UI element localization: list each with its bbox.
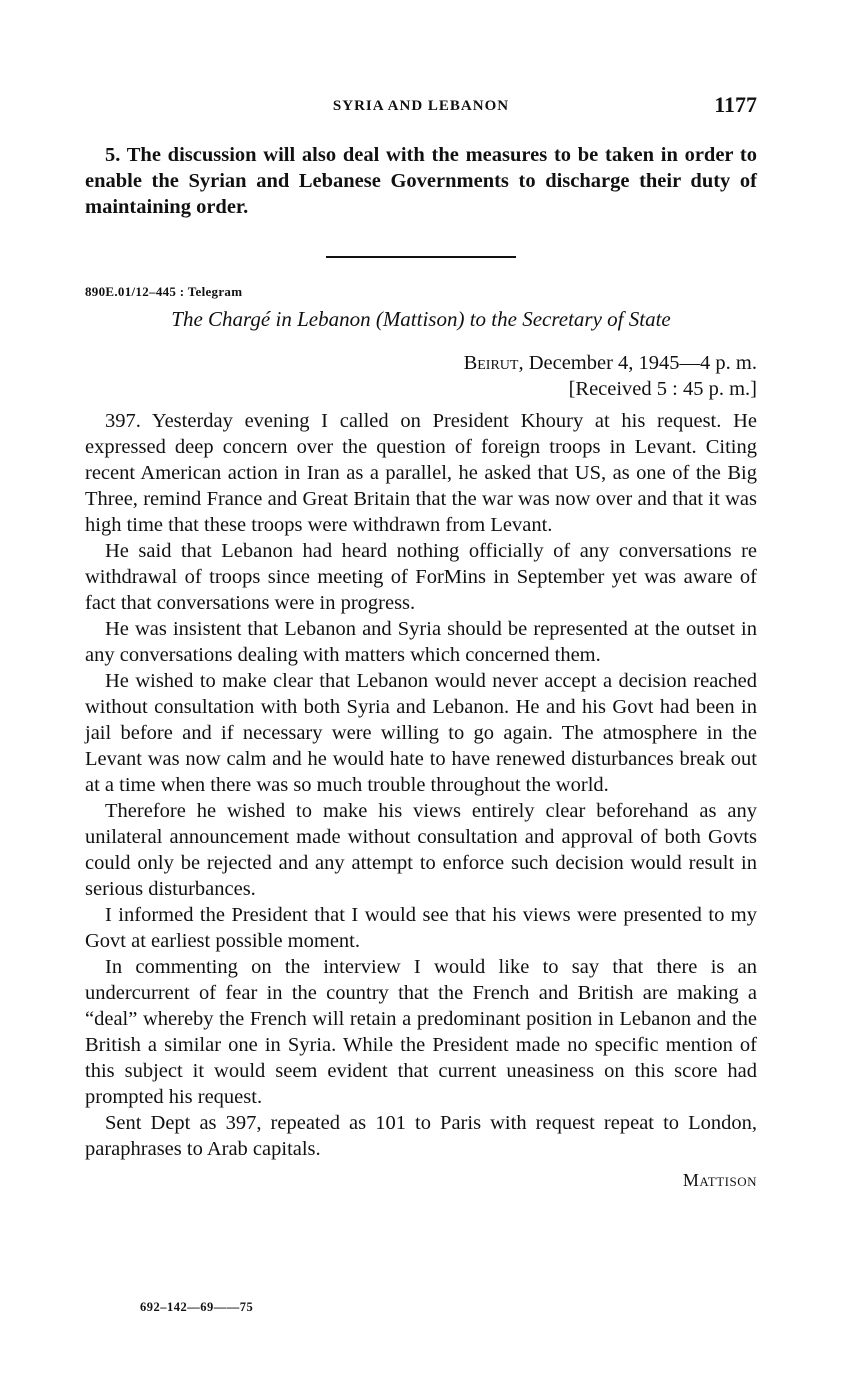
date-time: , December 4, 1945—4 p. m.	[518, 352, 757, 374]
section-divider	[326, 256, 516, 258]
body-paragraph-8: Sent Dept as 397, repeated as 101 to Paris with request repeat to London, paraphrases to Arab capitals.	[85, 1112, 757, 1160]
body-paragraph-3: He was insistent that Lebanon and Syria should be represented at the outset in any conversations dealing with matters which concerned them.	[85, 618, 757, 666]
file-reference: 890E.01/12–445 : Telegram	[85, 284, 243, 299]
intro-paragraph: 5. The discussion will also deal with the measures to be taken in order to enable the Syrian and Lebanese Governments to discharge their duty of maintaining order.	[85, 144, 757, 218]
document-page	[85, 92, 757, 1191]
running-head: SYRIA AND LEBANON	[332, 98, 510, 114]
page-number: 1177	[714, 92, 757, 117]
document-title: The Chargé in Lebanon (Mattison) to the Secretary of State	[171, 307, 671, 331]
date-line	[85, 350, 757, 376]
page-header	[85, 92, 757, 126]
telegram-body	[85, 408, 757, 1162]
body-paragraph-4: He wished to make clear that Lebanon would never accept a decision reached without consultation with both Syria and Lebanon. He and his Govt had been in jail before and if necessary were willing to go again. The atmosphere in the Levant was now calm and he would hate to have renewed disturbances break out at a time when there was so much trouble throughout the world.	[85, 670, 757, 796]
body-paragraph-7: In commenting on the interview I would like to say that there is an undercurrent of fear in the country that the French and British are making a “deal” whereby the French will retain a predominant position in Lebanon and the British a similar one in Syria. While the President made no specific mention of this subject it would seem evident that current uneasiness on this score had prompted his request.	[85, 956, 757, 1108]
received-line: [Received 5 : 45 p. m.]	[568, 378, 757, 400]
body-paragraph-1: 397. Yesterday evening I called on President Khoury at his request. He expressed deep concern over the question of foreign troops in Levant. Citing recent American action in Iran as a parallel, he asked that US, as one of the Big Three, remind France and Great Britain that the war was now over and that it was high time that these troops were withdrawn from Levant.	[85, 410, 757, 536]
body-paragraph-6: I informed the President that I would see that his views were presented to my Govt at earliest possible moment.	[85, 904, 757, 952]
dateline	[85, 350, 757, 402]
body-paragraph-5: Therefore he wished to make his views entirely clear beforehand as any unilateral announcement made without consultation and approval of both Govts could only be rejected and any attempt to enforce such decision would result in serious disturbances.	[85, 800, 757, 900]
place: Beirut	[463, 352, 519, 374]
signature: Mattison	[682, 1170, 757, 1190]
body-paragraph-2: He said that Lebanon had heard nothing officially of any conversations re withdrawal of troops since meeting of ForMins in September yet was aware of fact that conversations were in progress.	[85, 540, 757, 614]
print-code: 692–142—69——75	[140, 1300, 254, 1314]
